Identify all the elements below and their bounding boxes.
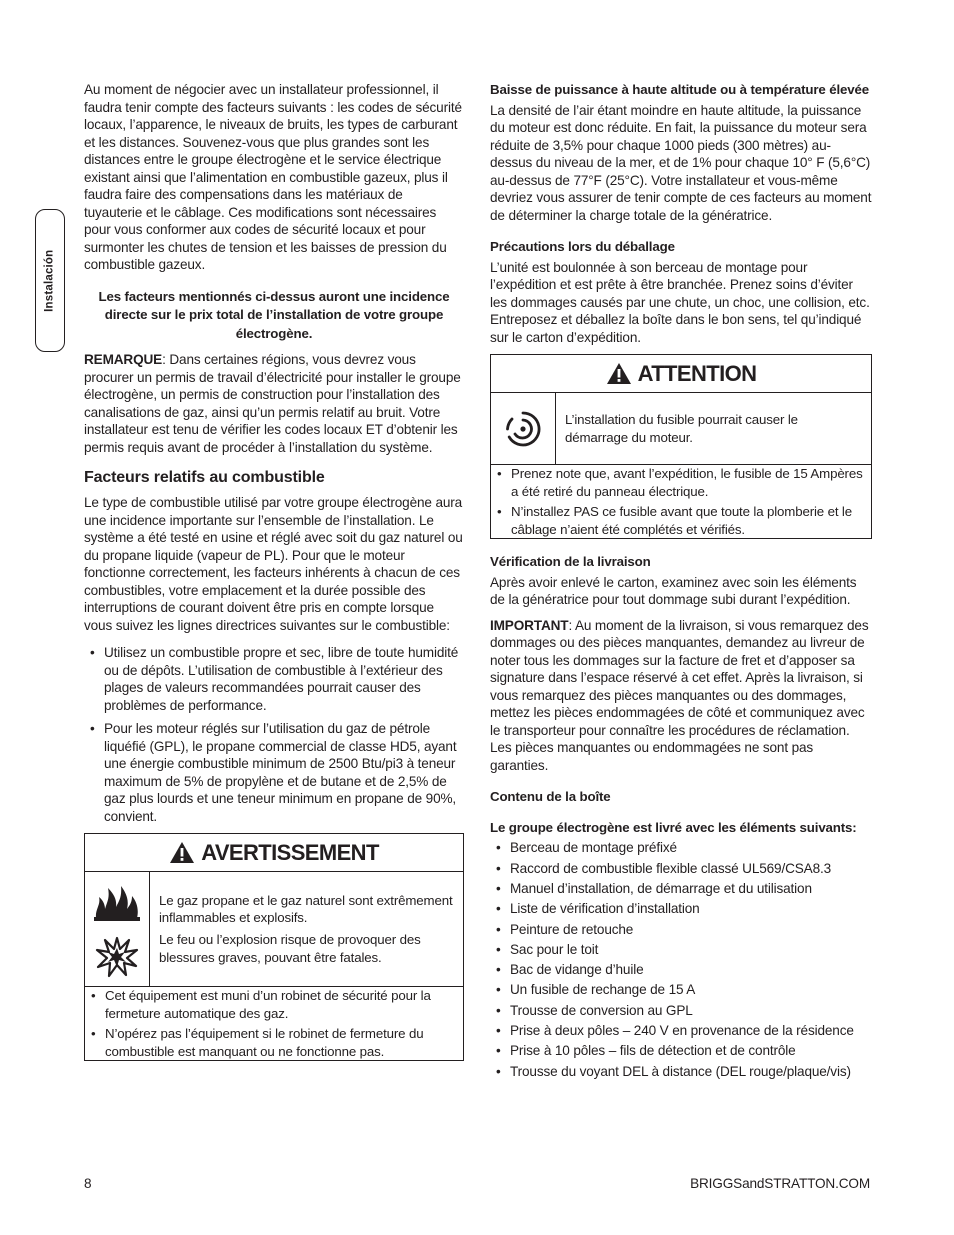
warning-text-1: Le gaz propane et le gaz naturel sont extrêmement inflammables et explosifs. bbox=[159, 892, 453, 926]
warning-bullet-list bbox=[85, 987, 463, 1060]
contents-list bbox=[490, 839, 872, 1080]
remark-paragraph bbox=[84, 351, 464, 456]
contents-heading: Contenu de la boîte bbox=[490, 789, 611, 805]
list-item: • Berceau de montage préfixé bbox=[490, 839, 872, 857]
delivery-paragraph: Après avoir enlevé le carton, examinez avec soin les éléments de la génératrice pour tout dommage subi durant l’expédition. bbox=[490, 574, 857, 608]
list-item: • Manuel d’installation, de démarrage et du utilisation bbox=[490, 880, 872, 898]
warning-triangle-icon bbox=[606, 362, 632, 385]
cost-note: Les facteurs mentionnés ci-dessus auront une incidence directe sur le prix total de l’installation de votre groupe électrogène. bbox=[98, 288, 450, 341]
warning-text-2: Le feu ou l’explosion risque de provoquer des blessures graves, pouvant être fatales. bbox=[159, 932, 421, 965]
attention-bullet-list bbox=[491, 465, 871, 538]
section-side-tab bbox=[35, 209, 65, 352]
attention-text-column bbox=[556, 393, 871, 464]
altitude-heading: Baisse de puissance à haute altitude ou à température élevée bbox=[490, 82, 869, 97]
list-item: • Trousse de conversion au GPL bbox=[490, 1002, 872, 1020]
list-item: • Peinture de retouche bbox=[490, 921, 872, 939]
list-item: • Cet équipement est muni d’un robinet de sécurité pour la fermeture automatique des gaz. bbox=[85, 987, 463, 1022]
fuel-bullet-list bbox=[84, 644, 464, 825]
list-item: • Un fusible de rechange de 15 A bbox=[490, 981, 872, 999]
list-item: • Raccord de combustible flexible classé UL569/CSA8.3 bbox=[490, 860, 872, 878]
list-item: • Utilisez un combustible propre et sec, libre de toute humidité ou de dépôts. L’utilisation de combustible à l’extérieur des plages de valeurs recommandées pourrait causer des problèmes de performance. bbox=[84, 644, 464, 714]
attention-box bbox=[490, 354, 872, 539]
fuel-heading: Facteurs relatifs au combustible bbox=[84, 469, 325, 486]
attention-text: L’installation du fusible pourrait causer le démarrage du moteur. bbox=[565, 411, 798, 445]
attention-title: ATTENTION bbox=[637, 360, 757, 386]
list-item: • Prise à deux pôles – 240 V en provenance de la résidence bbox=[490, 1022, 872, 1040]
warning-triangle-icon bbox=[169, 841, 195, 864]
important-paragraph bbox=[490, 617, 872, 775]
unpack-heading: Précautions lors du déballage bbox=[490, 239, 675, 254]
warning-text-column bbox=[150, 872, 463, 986]
list-item: • Trousse du voyant DEL à distance (DEL rouge/plaque/vis) bbox=[490, 1063, 872, 1081]
attention-body bbox=[491, 393, 871, 465]
attention-header bbox=[491, 355, 871, 393]
attention-icon-column bbox=[491, 393, 556, 464]
delivery-heading: Vérification de la livraison bbox=[490, 554, 651, 570]
right-column bbox=[490, 81, 872, 1083]
fuel-paragraph: Le type de combustible utilisé par votre groupe électrogène aura une incidence importante sur l’ensemble de l’installation. Le système a été testé en usine et réglé avec soit du gaz naturel ou du propane liquide (vapeur de PL). Pour que le moteur fonctionne correctement, les facteurs inhérents à chacun de ces combustibles, votre emplacement et la durée possible des interruptions de courant doivent être pris en compte lorsque vous suivez les lignes directrices suivantes sur le combustible: bbox=[84, 495, 463, 633]
altitude-paragraph: La densité de l’air étant moindre en haute altitude, la puissance du moteur est donc réduite. En fait, la puissance du moteur sera réduite de 3,5% pour chaque 1000 pieds (300 mètres) au-dessus du niveau de la mer, et de 1% pour chaque 10° F (5,6°C) au-dessus de 77°F (25°C). Votre installateur et vous-même devriez vous assurer de tenir compte de ces facteurs au moment de déterminer la charge totale de la génératrice. bbox=[490, 102, 872, 223]
side-tab-label: Instalación bbox=[43, 249, 56, 312]
rotating-parts-icon bbox=[503, 409, 543, 449]
list-item: • N’installez PAS ce fusible avant que toute la plomberie et le câblage n’aient été complétés et vérifiés. bbox=[491, 503, 871, 538]
list-item: • Pour les moteur réglés sur l’utilisation du gaz de pétrole liquéfié (GPL), le propane commercial de classe HD5, ayant une énergie combustible minimum de 2500 Btu/pi3 à teneur maximum de 5% de propylène et de butane et de 2,5% de gaz plus lourds et une teneur minimum en propane de 90%, convient. bbox=[84, 720, 464, 825]
list-item: • Liste de vérification d’installation bbox=[490, 900, 872, 918]
explosion-icon bbox=[95, 932, 139, 980]
warning-icon-column bbox=[85, 872, 150, 986]
page-number: 8 bbox=[84, 1176, 92, 1191]
list-item: • N’opérez pas l’équipement si le robinet de fermeture du combustible est manquant ou ne fonctionne pas. bbox=[85, 1025, 463, 1060]
website-link[interactable]: BRIGGSandSTRATTON.COM bbox=[690, 1176, 870, 1191]
remark-text: : Dans certaines régions, vous devrez vous procurer un permis de travail d’électricité pour installer le groupe électrogène, un permis de construction pour l’installation des canalisations de gaz, ainsi qu’un permis relatif au bruit. Votre installateur est tenu de vérifier les codes locaux ET d’obtenir les permis requis avant de procéder à l’installation du système. bbox=[84, 352, 461, 455]
warning-title: AVERTISSEMENT bbox=[201, 839, 379, 865]
unpack-paragraph: L’unité est boulonnée à son berceau de montage pour l’expédition et est prête à être branchée. Prenez soins d’éviter les dommages causés par une chute, un choc, une collision, etc. Entreposez et déballez la boîte dans le bon sens, tel qu’indiqué sur le carton d’expédition. bbox=[490, 259, 870, 345]
fire-icon bbox=[92, 878, 142, 922]
list-item: • Sac pour le toit bbox=[490, 941, 872, 959]
warning-header bbox=[85, 834, 463, 872]
important-label: IMPORTANT bbox=[490, 617, 569, 633]
list-item: • Prenez note que, avant l’expédition, le fusible de 15 Ampères a été retiré du panneau électrique. bbox=[491, 465, 871, 500]
left-column bbox=[84, 81, 464, 1061]
list-item: • Prise à 10 pôles – fils de détection et de contrôle bbox=[490, 1042, 872, 1060]
important-text: : Au moment de la livraison, si vous remarquez des dommages ou des pièces manquantes, demandez au livreur de noter tous les dommages sur la facture de fret et d’apposer sa signature dans l’espace réservé à cet effet. Après la livraison, si vous remarquez des pièces manquantes ou des dommages, mettez les pièces endommagées de côté et communiquez avec le transporteur pour connaître les procédures de réclamation. Les pièces manquantes ou endommagées ne sont pas garanties. bbox=[490, 617, 869, 773]
contents-intro: Le groupe électrogène est livré avec les éléments suivants: bbox=[490, 819, 857, 835]
warning-body bbox=[85, 872, 463, 987]
list-item: • Bac de vidange d’huile bbox=[490, 961, 872, 979]
warning-box bbox=[84, 833, 464, 1061]
intro-paragraph: Au moment de négocier avec un installateur professionnel, il faudra tenir compte des facteurs suivants : les codes de sécurité locaux, l’apparence, le niveaux de bruits, les types de carburant et les distances. Souvenez-vous que plus grandes sont les distances entre le groupe électrogène et le service électrique existant ainsi que l’alimentation en combustible gazeux, plus il faudra faire des compensations dans les matériaux de tuyauterie et le câblage. Ces modifications sont nécessaires pour vous conformer aux codes de sécurité locaux et pour surmonter les chutes de tension et les baisses de pression du combustible gazeux. bbox=[84, 82, 462, 272]
remark-label: REMARQUE bbox=[84, 352, 163, 367]
